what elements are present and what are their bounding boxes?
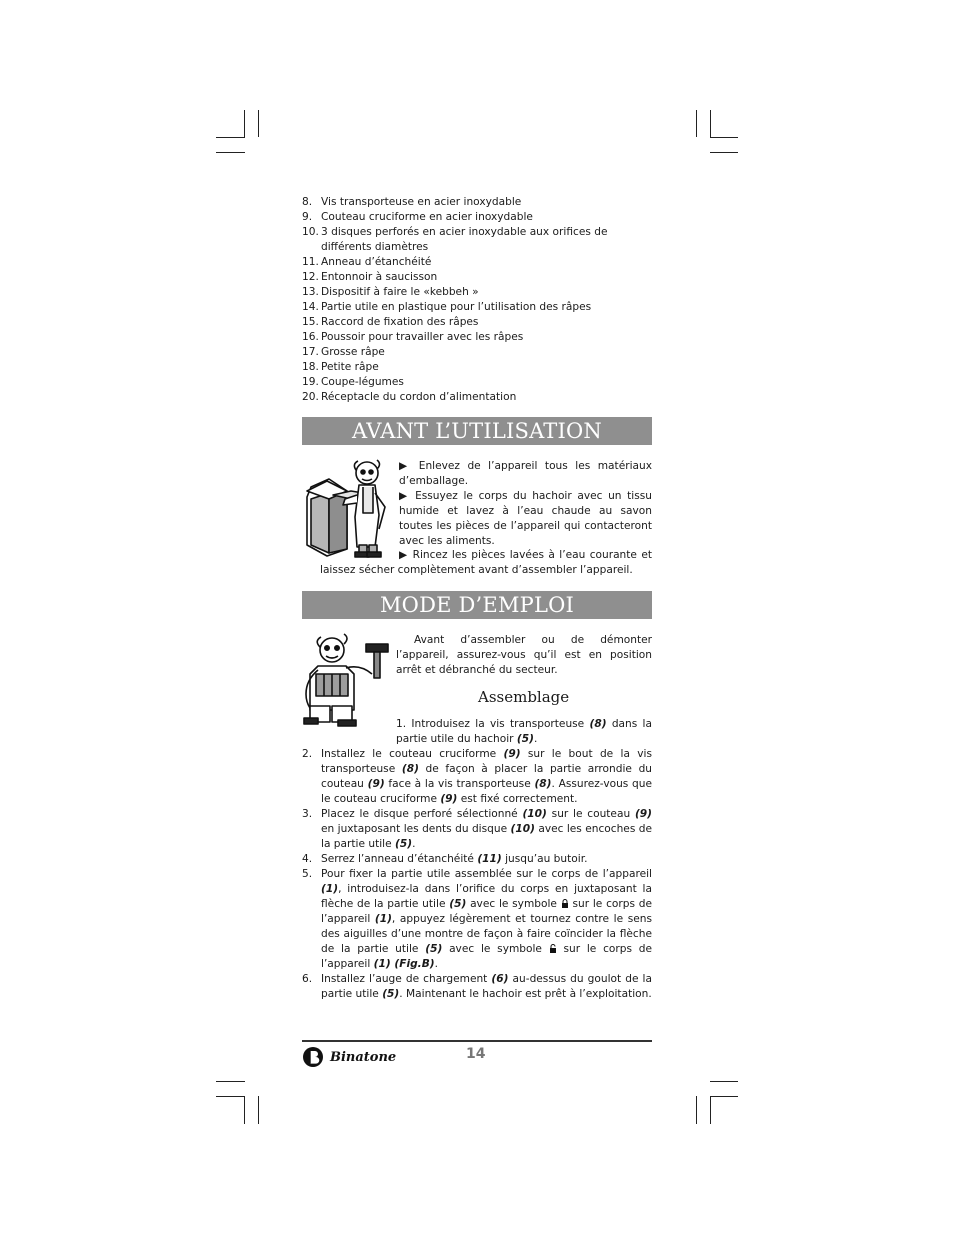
text: sur le bout de la vis transporteuse xyxy=(321,748,652,775)
text: en juxtaposant les dents du disque xyxy=(321,823,511,835)
part-ref: (5) xyxy=(449,898,467,910)
step-text: . xyxy=(533,733,538,745)
crop-mark xyxy=(710,1081,738,1082)
item-text: Grosse râpe xyxy=(321,346,385,358)
list-item xyxy=(302,375,652,390)
part-ref: (8) xyxy=(401,763,419,775)
item-number: 14. xyxy=(302,301,319,313)
step-text xyxy=(321,852,652,867)
part-ref: (5) xyxy=(395,838,413,850)
list-item xyxy=(302,300,652,315)
step-1 xyxy=(396,717,652,747)
brand-name: Binatone xyxy=(330,1049,397,1065)
instruction-1 xyxy=(399,459,652,489)
part-ref: (5) xyxy=(382,988,400,1000)
item-text: Réceptacle du cordon d’alimentation xyxy=(321,391,517,403)
part-ref: (5) xyxy=(425,943,443,955)
step-4 xyxy=(302,852,652,867)
text: avec le symbole xyxy=(466,898,561,910)
bullet-arrow-icon: ▶ xyxy=(399,460,412,472)
crop-mark xyxy=(710,1096,738,1097)
part-ref: (8) xyxy=(589,718,607,730)
bullet-arrow-icon: ▶ xyxy=(399,549,409,561)
crop-mark xyxy=(258,110,259,137)
part-ref: (6) xyxy=(491,973,509,985)
text: Serrez l’anneau d’étanchéité xyxy=(321,853,478,865)
text: Pour fixer la partie utile assemblée sur le corps de l’appareil xyxy=(321,868,652,880)
part-ref: (9) xyxy=(440,793,458,805)
item-number: 10. xyxy=(302,226,319,238)
crop-mark xyxy=(710,110,711,137)
crop-mark xyxy=(216,1096,245,1097)
instruction-text: Essuyez le corps du hachoir avec un tissu humide et lavez à l’eau chaude au savon toutes les pièces de l’appareil qui contacteront avec les aliments. xyxy=(399,490,652,547)
part-ref: (1) xyxy=(321,883,339,895)
part-ref: (5) xyxy=(516,733,534,745)
instruction-2 xyxy=(399,489,652,549)
step-2 xyxy=(302,747,652,807)
step-number: 2. xyxy=(302,748,313,760)
list-item xyxy=(302,270,652,285)
brand-logo xyxy=(302,1046,396,1068)
section-heading-avant-utilisation: AVANT L’UTILISATION xyxy=(302,417,652,445)
crop-mark xyxy=(710,137,738,138)
step-text xyxy=(321,867,652,972)
item-number: 11. xyxy=(302,256,319,268)
text: Installez le couteau cruciforme xyxy=(321,748,504,760)
item-text: Partie utile en plastique pour l’utilisation des râpes xyxy=(321,301,592,313)
item-text: Couteau cruciforme en acier inoxydable xyxy=(321,211,533,223)
text: face à la vis transporteuse xyxy=(384,778,535,790)
crop-mark xyxy=(710,1096,711,1124)
text: est fixé correctement. xyxy=(457,793,578,805)
step-text: 1. Introduisez la vis transporteuse xyxy=(396,718,590,730)
section-heading-mode-emploi: MODE D’EMPLOI xyxy=(302,591,652,619)
item-number: 18. xyxy=(302,361,319,373)
step-3 xyxy=(302,807,652,852)
part-ref: (9) xyxy=(634,808,652,820)
part-ref: (11) xyxy=(477,853,502,865)
item-number: 9. xyxy=(302,211,313,223)
list-item xyxy=(302,390,652,405)
part-ref: (9) xyxy=(367,778,385,790)
list-item xyxy=(302,360,652,375)
part-ref: (10) xyxy=(510,823,535,835)
list-item xyxy=(302,225,652,255)
item-text: Entonnoir à saucisson xyxy=(321,271,438,283)
item-number: 12. xyxy=(302,271,319,283)
text: de façon à placer la partie arrondie du couteau xyxy=(321,763,653,790)
text: sur le corps de l’appareil xyxy=(321,943,653,970)
bullet-arrow-icon: ▶ xyxy=(399,490,410,502)
crop-mark xyxy=(244,1096,245,1124)
part-ref: (9) xyxy=(503,748,521,760)
crop-mark xyxy=(244,110,245,137)
list-item xyxy=(302,315,652,330)
crop-mark xyxy=(710,152,738,153)
text: sur le couteau xyxy=(546,808,635,820)
text: avec les encoches de la partie utile xyxy=(321,823,652,850)
item-number: 19. xyxy=(302,376,319,388)
item-text: Coupe-légumes xyxy=(321,376,404,388)
part-ref: (1) (Fig.B) xyxy=(373,958,435,970)
step-text: dans la partie utile du hachoir xyxy=(396,718,652,745)
text: jusqu’au butoir. xyxy=(501,853,588,865)
hammer-man-illustration xyxy=(300,632,395,728)
lock-icon xyxy=(561,899,569,908)
item-text: Petite râpe xyxy=(321,361,379,373)
step-number: 3. xyxy=(302,808,313,820)
instruction-text: Enlevez de l’appareil tous les matériaux d’emballage. xyxy=(399,460,652,487)
step-5 xyxy=(302,867,652,972)
part-ref: (1) xyxy=(374,913,392,925)
safety-intro: Avant d’assembler ou de démonter l’appareil, assurez-vous qu’il est en position arrêt et débranché du secteur. xyxy=(396,634,652,676)
part-ref: (8) xyxy=(534,778,552,790)
list-item xyxy=(302,210,652,225)
step-text xyxy=(321,747,652,807)
item-number: 15. xyxy=(302,316,319,328)
item-text: Vis transporteuse en acier inoxydable xyxy=(321,196,522,208)
crop-mark xyxy=(216,152,245,153)
binatone-logo-icon xyxy=(302,1046,328,1068)
part-ref: (10) xyxy=(522,808,547,820)
unlock-icon xyxy=(549,944,557,953)
instruction-text: Rincez les pièces lavées à l’eau courante et laissez sécher complètement avant d’assembler l’appareil. xyxy=(320,549,653,576)
list-item xyxy=(302,285,652,300)
text: au-dessus du goulot de la partie utile xyxy=(321,973,652,1000)
text: , appuyez légèrement et tournez contre le sens des aiguilles d’une montre de façon à faire coïncider la flèche de la partie utile xyxy=(321,913,652,955)
text: . xyxy=(434,958,438,970)
page-number: 14 xyxy=(466,1046,486,1062)
text: Installez l’auge de chargement xyxy=(321,973,492,985)
text: . xyxy=(412,838,416,850)
item-number: 20. xyxy=(302,391,319,403)
step-text xyxy=(321,807,652,852)
step-text xyxy=(321,972,652,1002)
list-item xyxy=(302,195,652,210)
crop-mark xyxy=(696,110,697,137)
text: . Assurez-vous que le couteau cruciforme xyxy=(321,778,652,805)
text: sur le corps de l’appareil xyxy=(321,898,652,925)
item-text: Anneau d’étanchéité xyxy=(321,256,432,268)
step-number: 6. xyxy=(302,973,313,985)
assembly-steps xyxy=(302,747,652,1002)
item-text: Raccord de fixation des râpes xyxy=(321,316,479,328)
crop-mark xyxy=(696,1096,697,1124)
crop-mark xyxy=(216,1081,245,1082)
subheading-assemblage: Assemblage xyxy=(478,688,570,706)
list-item xyxy=(302,330,652,345)
item-text: Dispositif à faire le «kebbeh » xyxy=(321,286,479,298)
item-number: 16. xyxy=(302,331,319,343)
list-item xyxy=(302,345,652,360)
list-item xyxy=(302,255,652,270)
step-6 xyxy=(302,972,652,1002)
item-text: 3 disques perforés en acier inoxydable aux orifices de différents diamètres xyxy=(321,226,608,253)
crop-mark xyxy=(216,137,245,138)
text: . Maintenant le hachoir est prêt à l’exploitation. xyxy=(399,988,652,1000)
text: Placez le disque perforé sélectionné xyxy=(321,808,523,820)
item-text: Poussoir pour travailler avec les râpes xyxy=(321,331,524,343)
item-number: 17. xyxy=(302,346,319,358)
item-number: 8. xyxy=(302,196,313,208)
instruction-3 xyxy=(320,548,652,578)
parts-list xyxy=(302,195,652,405)
step-number: 4. xyxy=(302,853,313,865)
footer-rule xyxy=(302,1040,652,1042)
text: , introduisez-la dans l’orifice du corps en juxtaposant la flèche de la partie utile xyxy=(321,883,652,910)
step-number: 5. xyxy=(302,868,313,880)
crop-mark xyxy=(258,1096,259,1124)
text: avec le symbole xyxy=(442,943,549,955)
item-number: 13. xyxy=(302,286,319,298)
